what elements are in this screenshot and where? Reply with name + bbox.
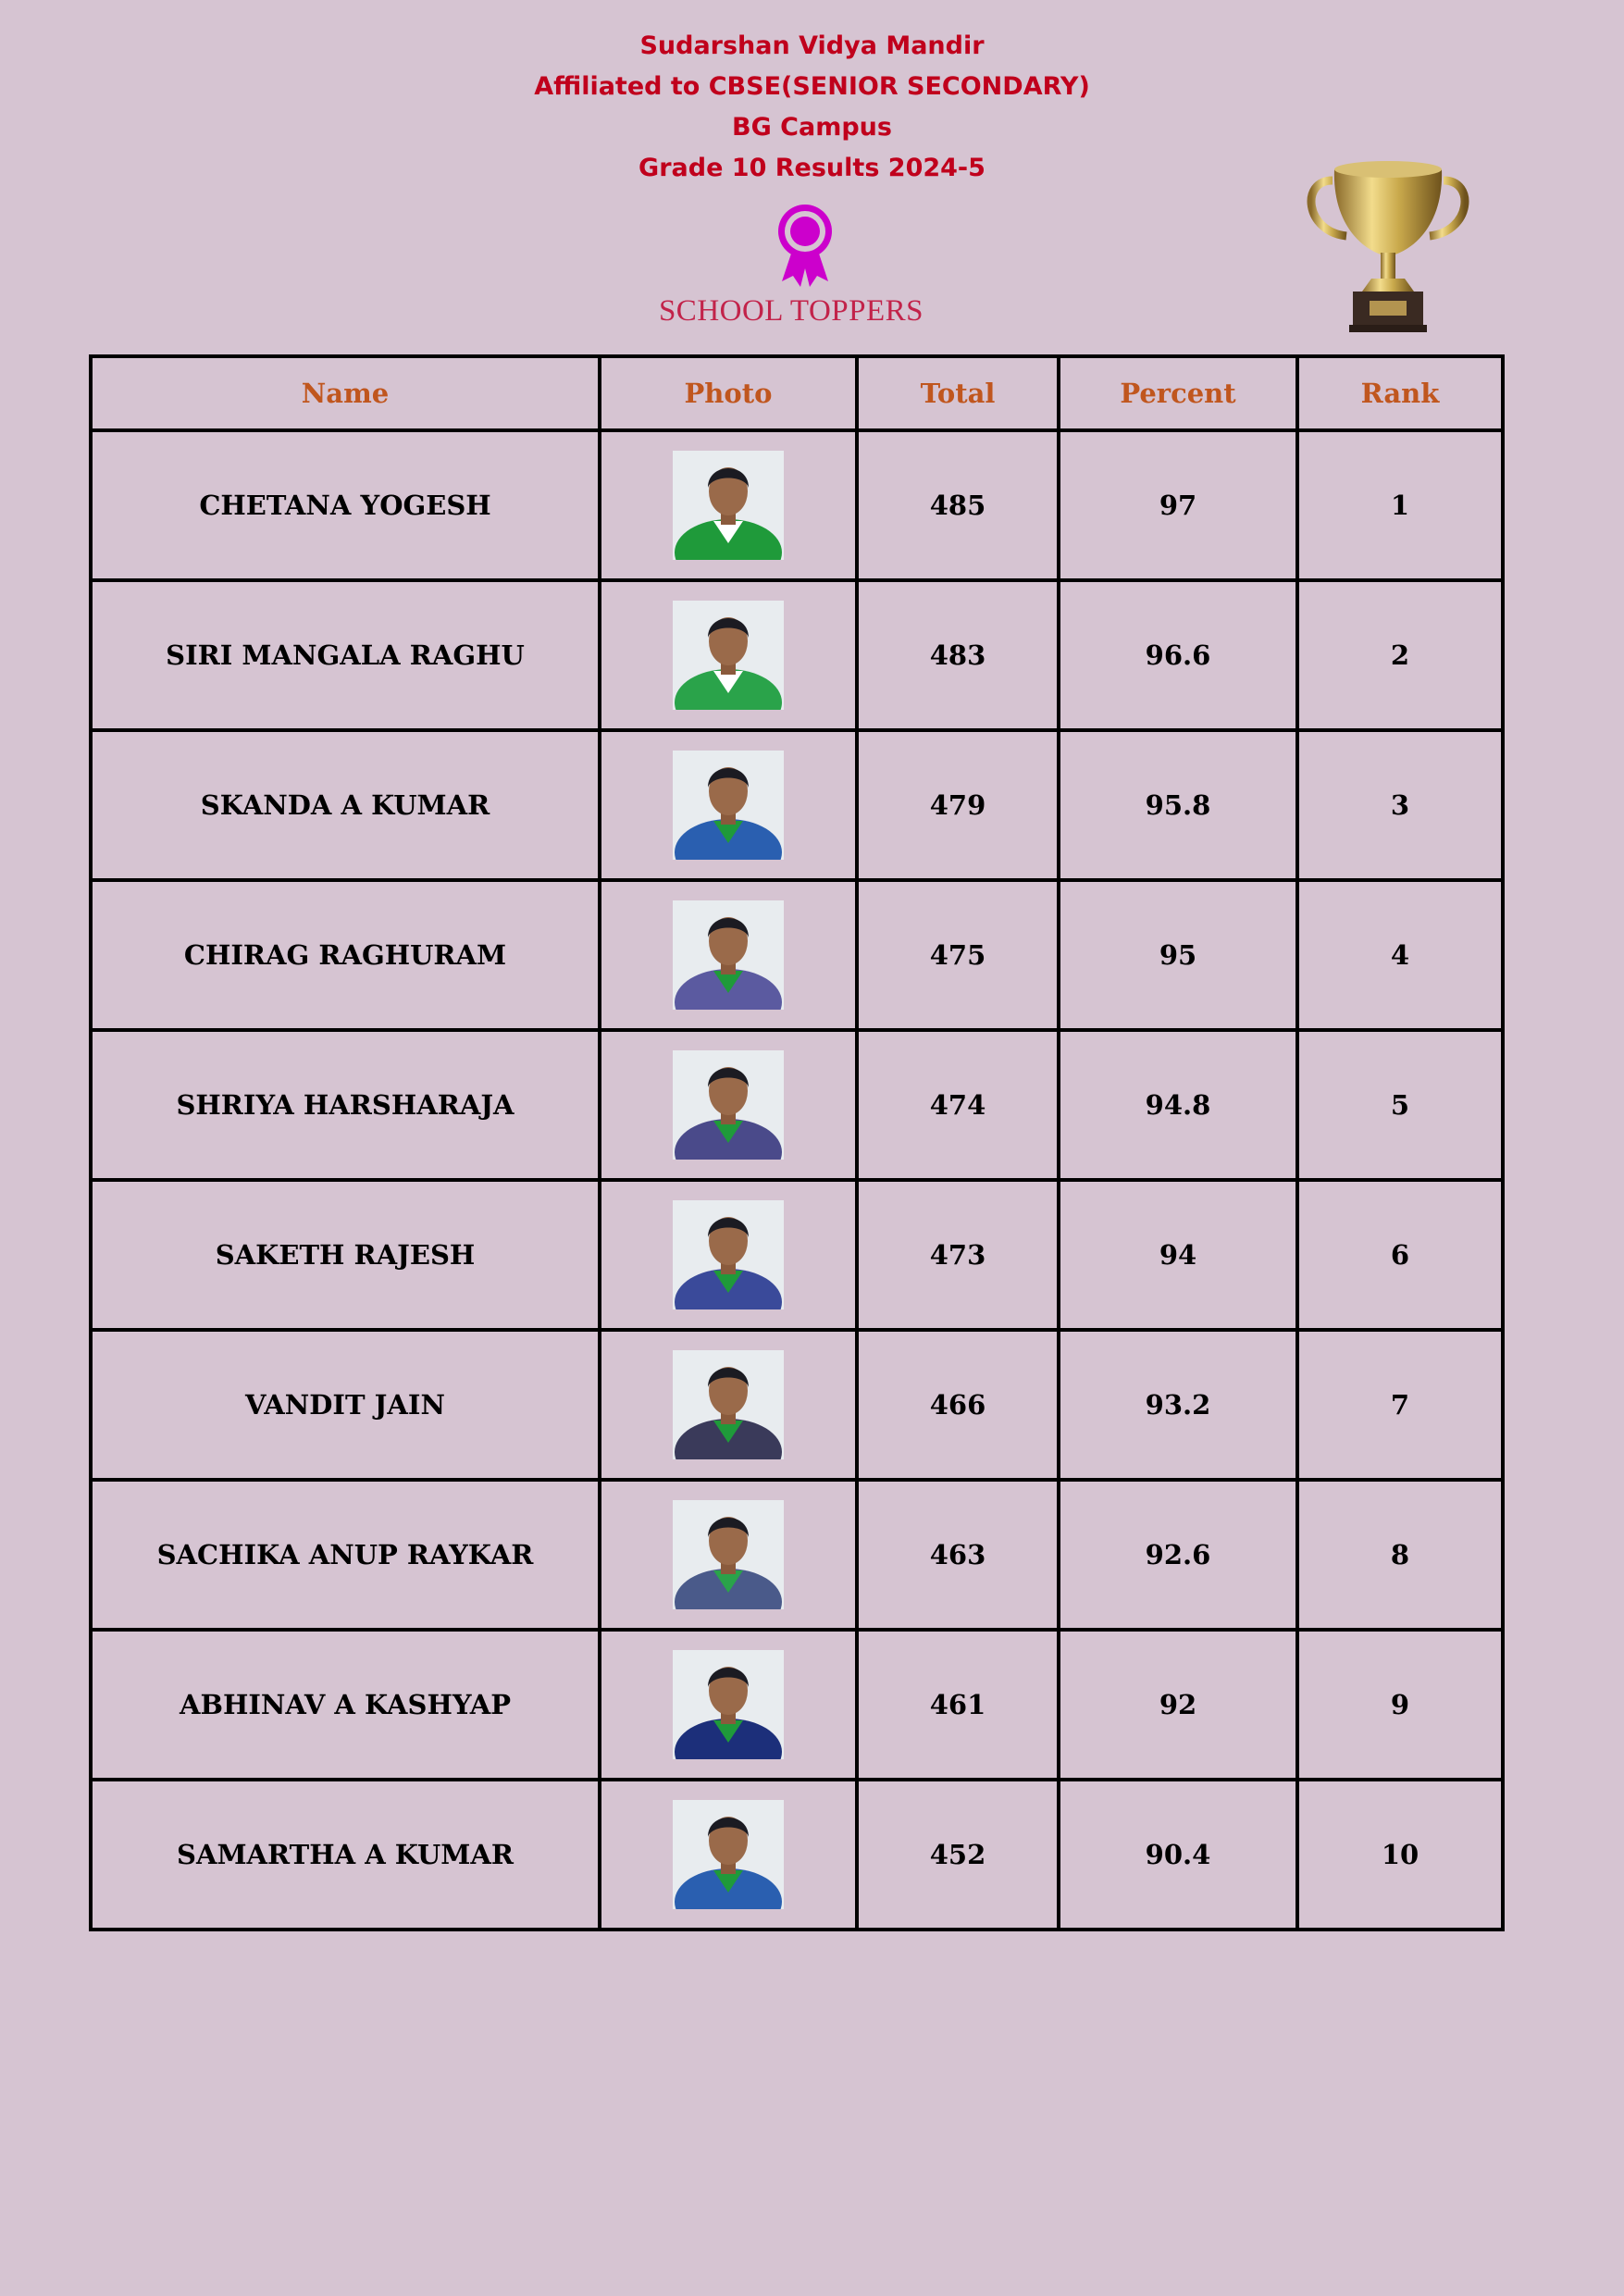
column-header-photo: Photo xyxy=(600,356,857,430)
student-percent: 92 xyxy=(1059,1630,1297,1780)
table-row xyxy=(91,1330,1503,1480)
student-photo xyxy=(673,1200,784,1309)
student-total: 452 xyxy=(857,1780,1059,1930)
student-rank: 6 xyxy=(1297,1180,1503,1330)
student-photo-cell xyxy=(600,1480,857,1630)
student-rank: 1 xyxy=(1297,430,1503,580)
student-total: 473 xyxy=(857,1180,1059,1330)
student-total: 475 xyxy=(857,880,1059,1030)
column-header-total: Total xyxy=(857,356,1059,430)
student-name: SAMARTHA A KUMAR xyxy=(91,1780,600,1930)
student-rank: 2 xyxy=(1297,580,1503,730)
trophy-icon xyxy=(1295,153,1481,338)
student-photo-cell xyxy=(600,1630,857,1780)
student-total: 485 xyxy=(857,430,1059,580)
student-name: SKANDA A KUMAR xyxy=(91,730,600,880)
table-row xyxy=(91,1780,1503,1930)
table-body xyxy=(91,430,1503,1930)
student-total: 466 xyxy=(857,1330,1059,1480)
affiliation: Affiliated to CBSE(SENIOR SECONDARY) xyxy=(534,72,1090,101)
student-name: CHETANA YOGESH xyxy=(91,430,600,580)
table-header-row xyxy=(91,356,1503,430)
student-photo-cell xyxy=(600,1330,857,1480)
student-name: SHRIYA HARSHARAJA xyxy=(91,1030,600,1180)
student-photo-cell xyxy=(600,1780,857,1930)
student-name: CHIRAG RAGHURAM xyxy=(91,880,600,1030)
student-percent: 95 xyxy=(1059,880,1297,1030)
student-rank: 7 xyxy=(1297,1330,1503,1480)
table-row xyxy=(91,730,1503,880)
student-name: VANDIT JAIN xyxy=(91,1330,600,1480)
student-photo-cell xyxy=(600,730,857,880)
student-photo-cell xyxy=(600,1030,857,1180)
student-percent: 93.2 xyxy=(1059,1330,1297,1480)
results-title: Grade 10 Results 2024-5 xyxy=(638,154,986,182)
student-rank: 8 xyxy=(1297,1480,1503,1630)
student-photo xyxy=(673,1050,784,1160)
school-name: Sudarshan Vidya Mandir xyxy=(639,31,985,60)
table-row xyxy=(91,430,1503,580)
student-percent: 92.6 xyxy=(1059,1480,1297,1630)
student-rank: 10 xyxy=(1297,1780,1503,1930)
table-row xyxy=(91,580,1503,730)
student-total: 463 xyxy=(857,1480,1059,1630)
student-rank: 3 xyxy=(1297,730,1503,880)
student-photo-cell xyxy=(600,1180,857,1330)
student-percent: 94.8 xyxy=(1059,1030,1297,1180)
table-row xyxy=(91,1630,1503,1780)
student-percent: 90.4 xyxy=(1059,1780,1297,1930)
student-photo-cell xyxy=(600,880,857,1030)
student-photo-cell xyxy=(600,430,857,580)
student-rank: 5 xyxy=(1297,1030,1503,1180)
student-photo xyxy=(673,1800,784,1909)
student-photo xyxy=(673,1500,784,1609)
campus-name: BG Campus xyxy=(732,113,892,142)
student-total: 474 xyxy=(857,1030,1059,1180)
student-photo xyxy=(673,900,784,1010)
award-ribbon-icon xyxy=(773,204,837,289)
student-name: SIRI MANGALA RAGHU xyxy=(91,580,600,730)
student-name: SAKETH RAJESH xyxy=(91,1180,600,1330)
student-percent: 94 xyxy=(1059,1180,1297,1330)
student-percent: 97 xyxy=(1059,430,1297,580)
student-name: ABHINAV A KASHYAP xyxy=(91,1630,600,1780)
section-title: SCHOOL TOPPERS xyxy=(658,294,924,328)
student-photo xyxy=(673,1350,784,1459)
student-total: 461 xyxy=(857,1630,1059,1780)
column-header-name: Name xyxy=(91,356,600,430)
student-name: SACHIKA ANUP RAYKAR xyxy=(91,1480,600,1630)
student-photo-cell xyxy=(600,580,857,730)
student-rank: 4 xyxy=(1297,880,1503,1030)
student-total: 479 xyxy=(857,730,1059,880)
student-percent: 96.6 xyxy=(1059,580,1297,730)
table-row xyxy=(91,1480,1503,1630)
toppers-table xyxy=(89,354,1505,1931)
column-header-rank: Rank xyxy=(1297,356,1503,430)
table-row xyxy=(91,1180,1503,1330)
table-row xyxy=(91,880,1503,1030)
student-photo xyxy=(673,1650,784,1759)
student-photo xyxy=(673,751,784,860)
column-header-percent: Percent xyxy=(1059,356,1297,430)
table-row xyxy=(91,1030,1503,1180)
student-rank: 9 xyxy=(1297,1630,1503,1780)
student-photo xyxy=(673,601,784,710)
student-percent: 95.8 xyxy=(1059,730,1297,880)
student-photo xyxy=(673,451,784,560)
student-total: 483 xyxy=(857,580,1059,730)
